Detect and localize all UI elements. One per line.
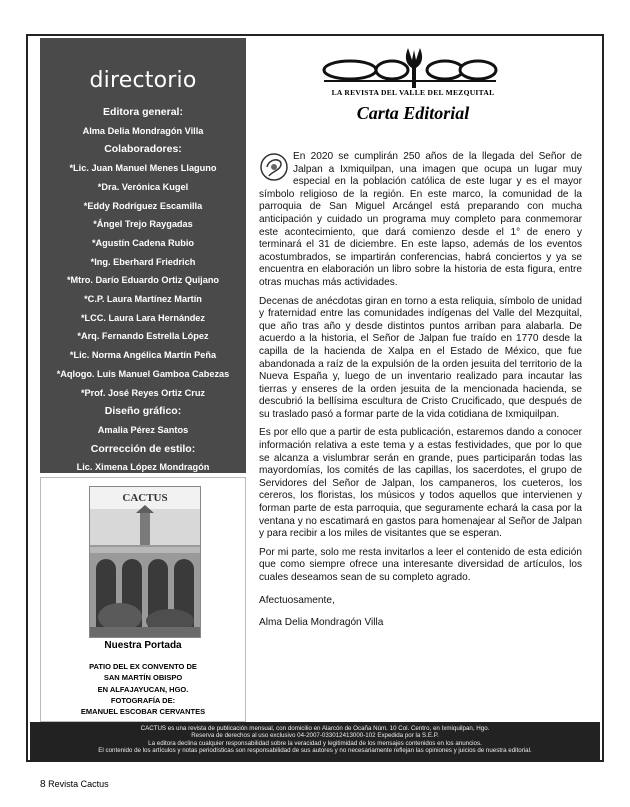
directory-list — [40, 103, 246, 496]
directory-entry: *Eddy Rodríguez Escamilla — [83, 200, 203, 211]
directory-section-heading: Colaboradores: — [104, 143, 182, 156]
cover-caption-line: PATIO DEL EX CONVENTO DE — [89, 662, 197, 671]
article-paragraph: Afectuosamente, — [259, 594, 335, 606]
cover-caption-line: EMANUEL ESCOBAR CERVANTES — [80, 707, 206, 717]
cactus-logo-graphic — [320, 46, 500, 90]
cover-caption-line: FOTOGRAFÍA DE: — [110, 695, 176, 705]
footer-line: El contenido de los artículos y notas periodísticas son responsabilidad de sus autores y no necesariamente reflejan las opiniones y juicios de nuestra editorial. — [98, 747, 532, 755]
directory-section-heading: Editora general: — [103, 106, 183, 118]
article-paragraphs — [259, 151, 582, 630]
directory-entry: *Ángel Trejo Raygadas — [93, 219, 193, 230]
directory-title: directorio — [89, 68, 197, 93]
footer-line: La editora declina cualquier responsabilidad sobre la veracidad y legitimidad de los mensajes contenidos en los anuncios. — [148, 739, 482, 747]
directory-entry: *Lic. Norma Angélica Martín Peña — [69, 350, 217, 361]
cactus-logo — [320, 46, 500, 90]
directory-entry: *Lic. Juan Manuel Menes Llaguno — [69, 163, 217, 174]
footer-line: Reserva de derechos al uso exclusivo 04-2007-033012413000-102 Expedida por la S.E.P. — [191, 732, 439, 740]
magazine-subtitle: LA REVISTA DEL VALLE DEL MEZQUITAL — [331, 88, 495, 97]
directory-section-heading: Diseño gráfico: — [104, 405, 182, 418]
cover-title: Nuestra Portada — [104, 640, 182, 651]
cover-thumbnail — [89, 486, 201, 638]
editorial-body — [259, 151, 582, 640]
directory-entry: *Dra. Verónica Kugel — [97, 181, 189, 192]
cover-logo-text: CACTUS — [122, 492, 168, 504]
cover-caption-line: EN ALFAJAYUCAN, HGO. — [97, 684, 189, 694]
article-paragraph: Por mi parte, solo me resta invitarlos a leer el contenido de esta edición que como siempre ofrece una interesante diversidad de artículos, los cuales deseamos sean de su completo agrado. — [259, 546, 582, 583]
directory-entry: *C.P. Laura Martínez Martín — [84, 294, 202, 305]
section-title: Carta Editorial — [356, 103, 470, 123]
directory-entry: *Ing. Eberhard Friedrich — [90, 256, 196, 267]
article-paragraph: Alma Delia Mondragón Villa — [259, 617, 384, 629]
directory-entry: *Arq. Fernando Estrella López — [77, 331, 209, 342]
directory-entry: *Mtro. Darío Eduardo Ortiz Quijano — [66, 275, 220, 286]
folio-label: Revista Cactus — [48, 779, 109, 789]
article-paragraph: Decenas de anécdotas giran en torno a esta reliquia, símbolo de unidad y fraternidad entre las comunidades indígenas del Valle del Mezquital, que año tras año y desde distintos puntos arriban para alabarla. De acuerdo a la historia, el Señor de Jalpan fue traído en 1770 desde la capilla de la hacienda de Xalpa en el Estado de México, que fue abandonada a raíz de la expulsión de la orden jesuita del territorio de la Nueva España y, luego de un inventario realizado para incautar las tierras y enseres de la orden jesuita de la mencionada hacienda, se descubrió la bellísima escultura de Cristo Crucificado, que después de su traslado pasó a formar parte de la vida cotidiana de Ixmiquilpan. — [259, 295, 582, 420]
drop-cap-ornament — [259, 152, 289, 182]
footer-line: CACTUS es una revista de publicación mensual, con domicilio en Alarcón de Ocaña Núm. 10 Col. Centro, en Ixmiquilpan, Hgo. — [140, 725, 490, 732]
cover-box — [40, 477, 246, 722]
cover-caption — [41, 661, 245, 717]
directory-entry: Lic. Ximena López Mondragón — [76, 462, 210, 473]
directory-section-heading: Corrección de estilo: — [90, 442, 196, 455]
directory-panel — [40, 38, 246, 473]
directory-entry: *Agustín Cadena Rubio — [91, 237, 195, 248]
directory-entry: *LCC. Laura Lara Hernández — [80, 312, 206, 323]
directory-entry: *Prof. José Reyes Ortiz Cruz — [80, 387, 206, 398]
article-paragraph: Es por ello que a partir de esta publicación, estaremos dando a conocer información relativa a este tema y a estas festividades, que por lo que se alcanza a vislumbrar serán en grande, pues participarán todas las mayordomías, los comités de las capillas, los sacerdotes, el grupo de Servidores del Señor de Jalpan, los campaneros, los cueteros, los cereros, los floristas, los músicos y todos aquellos que intervienen y forman parte de esta parroquia, que seguramente echará la casa por la ventana y no escatimará en gastos para homenajear al Señor de Jalpan y para recibir a los miles de visitantes que se esperan. — [259, 427, 582, 540]
directory-entry: *Aqlogo. Luis Manuel Gamboa Cabezas — [56, 368, 230, 379]
legal-footer — [30, 722, 600, 760]
directory-entry: Amalia Pérez Santos — [97, 424, 189, 435]
page-folio — [40, 779, 109, 790]
cover-illustration — [90, 487, 200, 637]
cover-caption-line: SAN MARTÍN OBISPO — [103, 673, 183, 683]
page-number: 8 — [40, 779, 46, 790]
article-paragraph: En 2020 se cumplirán 250 años de la llegada del Señor de Jalpan a Ixmiquilpan, una imagen que ocupa un lugar muy especial en la población católica de este lugar y es el mayor símbolo religioso de la región. En este marco, la comunidad de la parroquia de San Miguel Arcángel está preparando con mucha anticipación y cuidado un programa muy completo para conmemorar este acontecimiento, que dará comienzo desde el 1° de enero y terminará el 31 de diciembre. En este lapso, además de los eventos acostumbrados, se impartirán conferencias, habrá conciertos y ya se encuentra en elaboración un libro sobre la historia de esta figura, entre otras muchas más actividades. — [259, 151, 582, 288]
directory-entry: Alma Delia Mondragón Villa — [82, 125, 204, 136]
